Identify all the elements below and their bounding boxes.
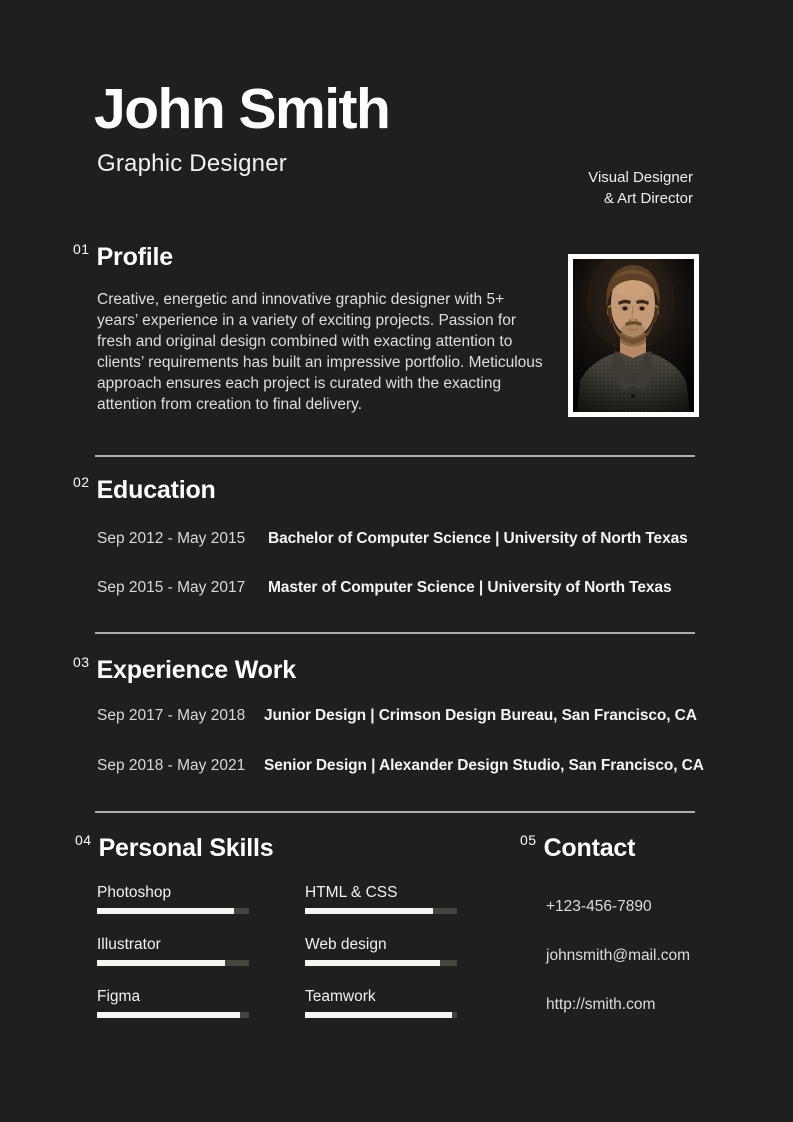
skill-label: HTML & CSS bbox=[305, 884, 398, 901]
experience-row bbox=[97, 707, 709, 725]
skill-progress-bar bbox=[305, 960, 457, 966]
skill-progress-fill bbox=[97, 1012, 240, 1018]
contact-email[interactable]: johnsmith@mail.com bbox=[546, 947, 691, 964]
skill-item bbox=[305, 884, 457, 914]
section-divider bbox=[95, 632, 695, 634]
skill-label: Teamwork bbox=[305, 988, 376, 1005]
skill-progress-bar bbox=[97, 1012, 249, 1018]
portrait-illustration bbox=[573, 259, 694, 412]
skill-progress-bar bbox=[305, 1012, 457, 1018]
education-description: Bachelor of Computer Science | University of North Texas bbox=[268, 530, 688, 547]
section-header-experience bbox=[73, 654, 296, 685]
section-header-contact bbox=[520, 832, 635, 863]
tagline bbox=[440, 167, 693, 209]
section-title: Personal Skills bbox=[98, 834, 274, 862]
education-row bbox=[97, 579, 709, 597]
skill-label: Photoshop bbox=[97, 884, 172, 901]
education-row bbox=[97, 530, 709, 548]
profile-photo bbox=[568, 254, 699, 417]
experience-description: Junior Design | Crimson Design Bureau, San Francisco, CA bbox=[264, 707, 697, 724]
section-header-profile bbox=[73, 241, 173, 272]
section-number: 05 bbox=[520, 832, 537, 848]
section-number: 04 bbox=[75, 832, 92, 848]
section-title: Education bbox=[96, 476, 216, 504]
tagline-line-1: Visual Designer bbox=[588, 169, 693, 186]
skill-progress-fill bbox=[305, 960, 440, 966]
experience-list bbox=[97, 707, 709, 807]
skill-progress-bar bbox=[305, 908, 457, 914]
contact-phone[interactable]: +123-456-7890 bbox=[546, 898, 652, 915]
skill-label: Figma bbox=[97, 988, 141, 1005]
skill-progress-fill bbox=[305, 1012, 452, 1018]
skill-label: Web design bbox=[305, 936, 387, 953]
skill-progress-fill bbox=[97, 908, 234, 914]
skill-item bbox=[305, 936, 457, 966]
skill-item bbox=[305, 988, 457, 1018]
section-divider bbox=[95, 455, 695, 457]
education-dates: Sep 2015 - May 2017 bbox=[97, 579, 246, 596]
experience-dates: Sep 2018 - May 2021 bbox=[97, 757, 246, 774]
skill-progress-bar bbox=[97, 908, 249, 914]
section-header-skills bbox=[75, 832, 273, 863]
experience-dates: Sep 2017 - May 2018 bbox=[97, 707, 246, 724]
skill-progress-bar bbox=[97, 960, 249, 966]
section-number: 01 bbox=[73, 241, 90, 257]
section-number: 02 bbox=[73, 474, 90, 490]
skills-grid bbox=[97, 884, 457, 1040]
skill-progress-fill bbox=[97, 960, 225, 966]
section-divider bbox=[95, 811, 695, 813]
skill-label: Illustrator bbox=[97, 936, 161, 953]
section-title: Profile bbox=[96, 243, 173, 271]
tagline-line-2: & Art Director bbox=[603, 190, 693, 207]
experience-row bbox=[97, 757, 709, 775]
section-title: Experience Work bbox=[96, 656, 296, 684]
section-header-education bbox=[73, 474, 216, 505]
section-title: Contact bbox=[543, 834, 636, 862]
education-list bbox=[97, 530, 709, 628]
skill-item bbox=[97, 988, 249, 1018]
skill-item bbox=[97, 936, 249, 966]
page-title: John Smith bbox=[94, 77, 390, 141]
job-title: Graphic Designer bbox=[97, 150, 287, 177]
education-description: Master of Computer Science | University of North Texas bbox=[268, 579, 672, 596]
contact-website[interactable]: http://smith.com bbox=[546, 996, 656, 1013]
experience-description: Senior Design | Alexander Design Studio, San Francisco, CA bbox=[264, 757, 704, 774]
skill-progress-fill bbox=[305, 908, 433, 914]
contact-list bbox=[546, 899, 690, 1046]
education-dates: Sep 2012 - May 2015 bbox=[97, 530, 246, 547]
section-number: 03 bbox=[73, 654, 90, 670]
profile-summary: Creative, energetic and innovative graphic designer with 5+ years’ experience in a variety of exciting projects. Passion for fresh and original design combined with exacting attention to clients’ requirements has built an impressive portfolio. Meticulous approach ensures each project is curated with the exacting attention from creation to final delivery. bbox=[97, 291, 543, 413]
skill-item bbox=[97, 884, 249, 914]
